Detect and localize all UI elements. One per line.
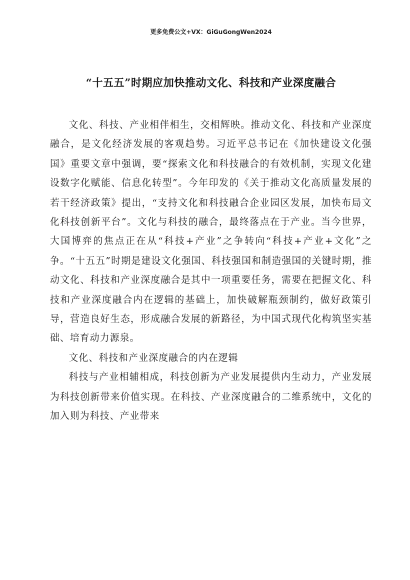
header-note: 更多免费公文+VX：GiGuGongWen2024	[150, 29, 272, 36]
document-body	[50, 116, 372, 427]
section-heading: 文化、科技和产业深度融合的内在逻辑	[68, 352, 239, 364]
document-title: “十五五”时期应加快推动文化、科技和产业深度融合	[85, 77, 337, 89]
body-paragraph: 文化、科技、产业相伴相生，交相辉映。推动文化、科技和产业深度融合，是文化经济发展的客观趋势。习近平总书记在《加快建设文化强国》重要文章中强调，要“探索文化和科技融合的有效机制，实现文化建设数字化赋能、信息化转型”。今年印发的《关于推动文化高质量发展的若干经济政策》提出，“支持文化和科技融合企业园区发展，加快布局文化科技创新平台”。文化与科技的融合，最终落点在于产业。当今世界，大国博弈的焦点正在从“科技+产业”之争转向“科技+产业+文化”之争。“十五五”时期是建设文化强国、科技强国和制造强国的关键时期，推动文化、科技和产业深度融合是其中一项重要任务，需要在把握文化、科技和产业深度融合内在逻辑的基础上，加快破解瓶颈制约，做好政策引导，营造良好生态，形成融合发展的新路径，为中国式现代化构筑坚实基础、培育动力源泉。	[50, 120, 372, 345]
body-paragraph-continued: 科技与产业相辅相成，科技创新为产业发展提供内生动力，产业发展为科技创新带来价值实现。在科技、产业深度融合的二维系统中，文化的加入则为科技、产业带来	[50, 372, 372, 423]
